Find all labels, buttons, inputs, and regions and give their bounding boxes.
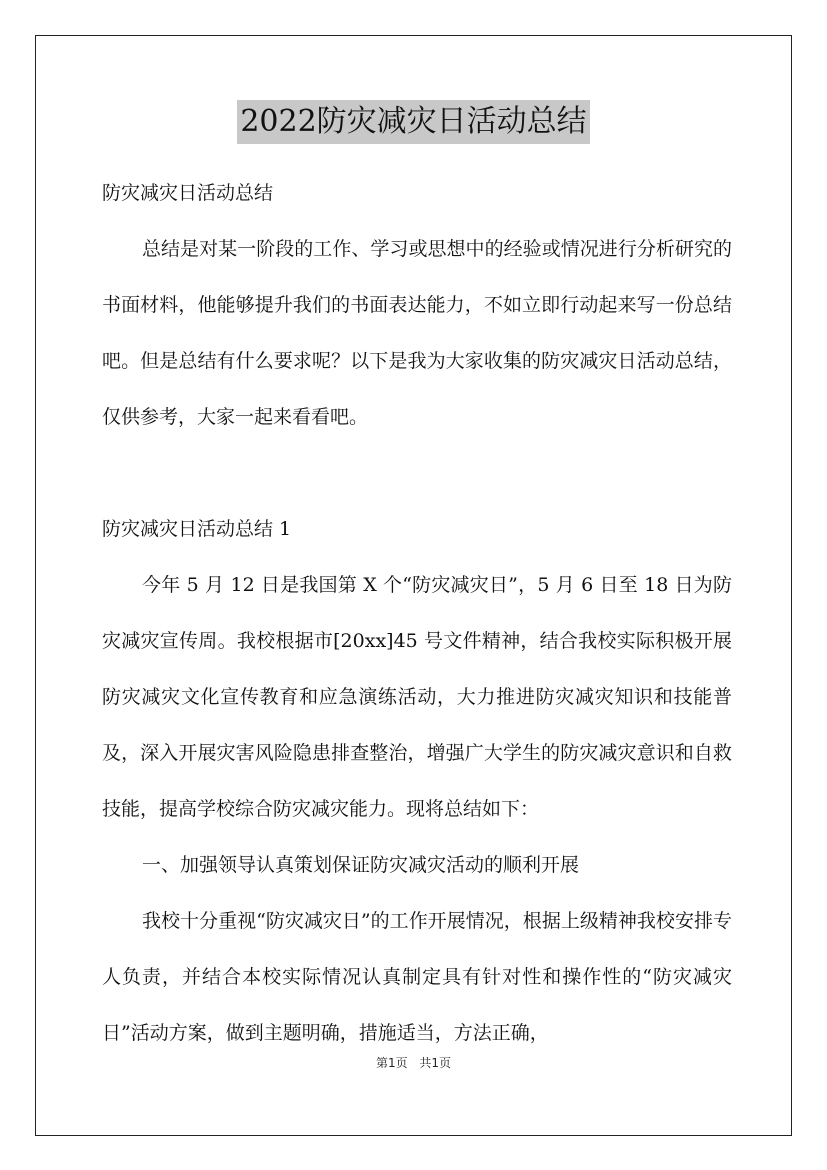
body-paragraph-1: 今年 5 月 12 日是我国第 X 个“防灾减灾日”，5 月 6 日至 18 日为防灾减灾宣传周。我校根据市[20xx]45 号文件精神，结合我校实际积极开展防灾减灾文化宣传教育和应急演练活动，大力推进防灾减灾知识和技能普及，深入开展灾害风险隐患排查整治，增强广大学生的防灾减灾意识和自救技能，提高学校综合防灾减灾能力。现将总结如下： (102, 574, 732, 820)
document-title: 2022防灾减灾日活动总结 (237, 100, 589, 144)
document-body (102, 165, 732, 1061)
page-number: 第1页 (375, 1056, 408, 1070)
blank-line (102, 445, 732, 501)
page-total: 共1页 (419, 1056, 452, 1070)
section-title: 防灾减灾日活动总结 1 (102, 518, 292, 540)
title-container (0, 100, 827, 144)
subtitle: 防灾减灾日活动总结 (102, 182, 274, 204)
point-heading-1: 一、加强领导认真策划保证防灾减灾活动的顺利开展 (142, 854, 580, 876)
body-paragraph-2: 我校十分重视“防灾减灾日”的工作开展情况，根据上级精神我校安排专人负责，并结合本校实际情况认真制定具有针对性和操作性的“防灾减灾日”活动方案，做到主题明确，措施适当，方法正确， (102, 910, 732, 1044)
intro-paragraph: 总结是对某一阶段的工作、学习或思想中的经验或情况进行分析研究的书面材料，他能够提升我们的书面表达能力，不如立即行动起来写一份总结吧。但是总结有什么要求呢？以下是我为大家收集的防灾减灾日活动总结，仅供参考，大家一起来看看吧。 (102, 238, 732, 428)
page-footer (0, 1054, 827, 1071)
